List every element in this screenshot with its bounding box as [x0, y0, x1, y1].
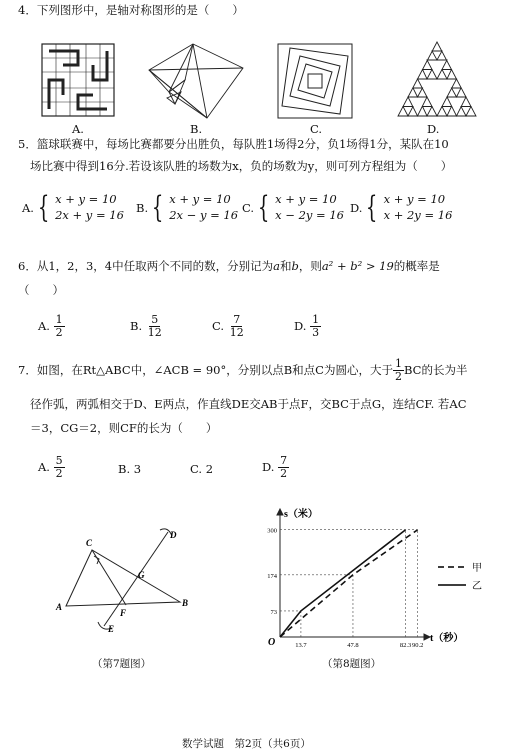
q5-eq2: 2x − y = 16 — [169, 207, 239, 222]
q4-figure-c — [276, 42, 354, 120]
fig8-x-axis-label: t（秒） — [430, 633, 464, 644]
q6-line1: 6．从1，2，3，4中任取两个不同的数，分别记为a和b，则a² + b² > 19的概率是 — [18, 259, 440, 273]
q4-figure-a — [40, 42, 116, 118]
fig8-x-tick: 47.8 — [347, 642, 359, 649]
q5-eq1: x + y = 10 — [275, 192, 337, 206]
q5-option-label: A. — [22, 200, 34, 215]
fig8-y-tick: 300 — [267, 527, 277, 535]
q4-label-b: B. — [190, 122, 203, 136]
fig7-point-f: F — [120, 608, 127, 618]
fig8-origin: O — [268, 637, 276, 648]
q6-option-a: A. $\frac{1}{2}$ — [38, 313, 63, 339]
fig7-point-a: A — [56, 602, 63, 612]
fig7-point-g: G — [138, 570, 145, 580]
q4-label-a: A. — [72, 122, 84, 136]
q6-inequality: a² + b² > 19 — [321, 259, 394, 273]
fig7-diagram — [50, 518, 200, 643]
q5-eq2: x − 2y = 16 — [275, 207, 344, 222]
fig8-y-axis-label: s（米） — [284, 509, 318, 520]
fig8-x-tick: 13.7 — [295, 642, 307, 649]
q5-option-d: D. { x + y = 10 x + 2y = 16 — [350, 189, 453, 225]
q5-eq2: x + 2y = 16 — [383, 207, 453, 222]
q5-option-c: C. { x + y = 10 x − 2y = 16 — [242, 189, 344, 225]
q4-figure-d — [396, 40, 478, 120]
q7-option-b: B. 3 — [118, 462, 142, 476]
q6-line2: （ ） — [18, 283, 64, 297]
fig8-x-tick: 90.2 — [411, 642, 424, 649]
fig8-y-tick: 73 — [270, 608, 277, 616]
fig7-point-e: E — [108, 624, 115, 634]
q5-eq1: x + y = 10 — [169, 192, 231, 206]
legend-jia: 甲 — [472, 563, 482, 574]
legend-yi: 乙 — [472, 581, 482, 592]
q7-line1: 7．如图，在Rt△ABC中，∠ACB = 90°，分别以点B和点C为圆心，大于 $\frac{1}{2}$ BC的长为半 — [18, 357, 468, 383]
fig8-legend — [438, 562, 482, 592]
q7-line3: ＝3，CG＝2，则CF的长为（ ） — [30, 421, 218, 435]
fig8-x-tick: 82.3 — [399, 642, 412, 649]
q7-line2: 径作弧，两弧相交于D、E两点，作直线DE交AB于点F，交BC于点G，连结CF. 若AC — [30, 397, 467, 411]
q7-option-c: C. 2 — [190, 462, 214, 476]
q5-option-label: B. — [136, 200, 149, 215]
q4-label-c: C. — [310, 122, 323, 136]
fig7-point-d: D — [170, 530, 177, 540]
fig7-point-c: C — [86, 538, 93, 548]
q5-option-label: C. — [242, 200, 255, 215]
q7-option-d: D. $\frac{7}{2}$ — [262, 454, 288, 480]
q4-stem: 4．下列图形中，是轴对称图形的是（ ） — [18, 3, 244, 17]
q6-option-c: C. $\frac{7}{12}$ — [212, 313, 244, 339]
fig8-chart — [258, 505, 498, 653]
q4-figure-b — [145, 40, 245, 122]
q4-label-d: D. — [427, 122, 440, 136]
fig7-caption: （第7题图） — [92, 658, 152, 670]
fig8-caption: （第8题图） — [322, 658, 382, 670]
q5-option-a: A. { x + y = 10 2x + y = 16 — [22, 189, 124, 225]
q5-eq2: 2x + y = 16 — [55, 207, 124, 222]
q5-line2: 场比赛中得到16分.若设该队胜的场数为x，负的场数为y，则可列方程组为（ ） — [30, 159, 453, 173]
q5-line1: 5．篮球联赛中，每场比赛都要分出胜负，每队胜1场得2分，负1场得1分，某队在10 — [18, 137, 449, 151]
fig7-point-b: B — [182, 598, 189, 608]
q6-option-b: B. $\frac{5}{12}$ — [130, 313, 162, 339]
q5-option-b: B. { x + y = 10 2x − y = 16 — [136, 189, 239, 225]
q5-option-label: D. — [350, 200, 363, 215]
page-footer: 数学试题 第2页（共6页） — [182, 738, 311, 750]
q5-eq1: x + y = 10 — [55, 192, 117, 206]
fig8-y-tick: 174 — [267, 572, 277, 580]
q5-eq1: x + y = 10 — [383, 192, 446, 206]
q7-option-a: A. $\frac{5}{2}$ — [38, 454, 63, 480]
q6-option-d: D. $\frac{1}{3}$ — [294, 313, 320, 339]
